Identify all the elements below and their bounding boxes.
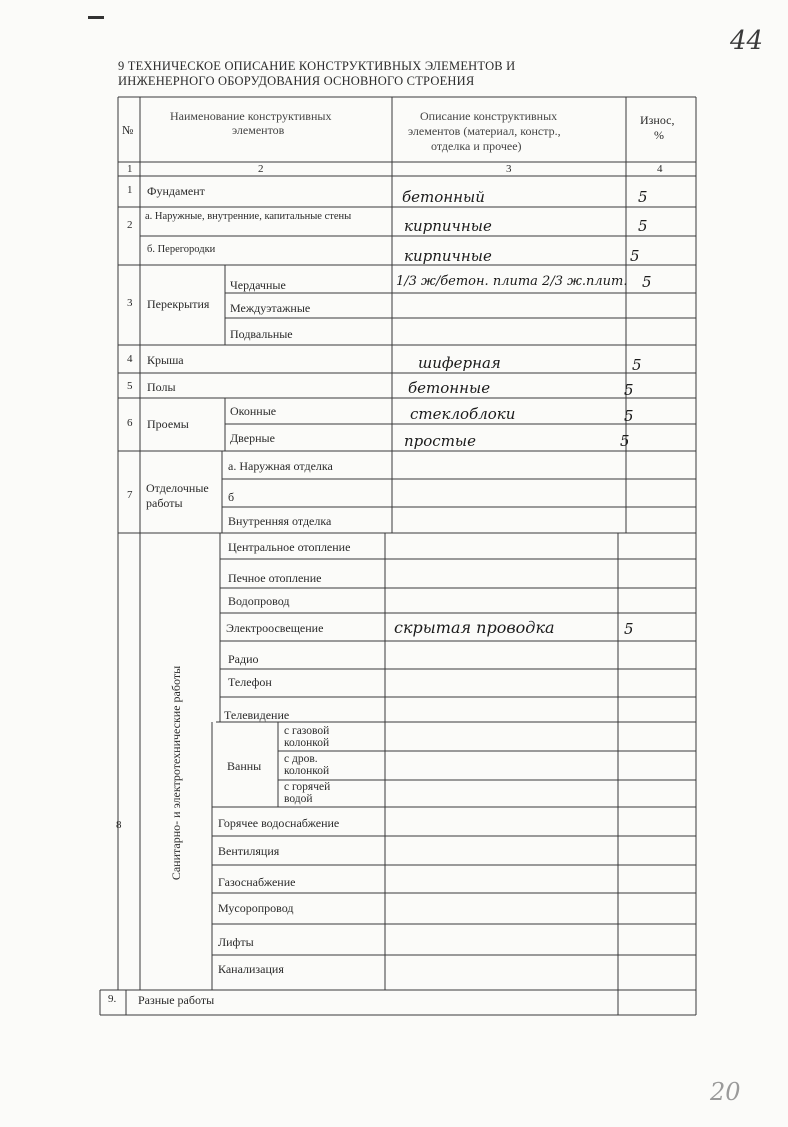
bath-option: с горячей <box>284 781 331 793</box>
sub-name: Вентиляция <box>218 844 280 858</box>
row-name: Перекрытия <box>147 297 210 311</box>
row-name: работы <box>146 496 183 510</box>
sub-name: Печное отопление <box>228 571 322 585</box>
row-desc-handwritten: бетонный <box>402 188 485 206</box>
sub-name: Лифты <box>218 935 254 949</box>
sub-name: Оконные <box>230 404 277 418</box>
sub-name: Канализация <box>218 962 284 976</box>
row-name: Фундамент <box>147 184 205 198</box>
row-desc-handwritten: 1/3 ж/бетон. плита 2/3 ж.плит. <box>396 274 628 289</box>
row-desc-handwritten: скрытая проводка <box>394 618 555 637</box>
sub-name: Ванны <box>227 759 262 773</box>
sub-name: Газоснабжение <box>218 875 296 889</box>
row-wear-handwritten: 5 <box>620 432 630 450</box>
row-desc-handwritten: бетонные <box>408 379 491 397</box>
row-num: 6 <box>127 417 133 429</box>
sub-name: Подвальные <box>230 327 293 341</box>
bath-option: водой <box>284 793 313 805</box>
row-name: Крыша <box>147 353 184 367</box>
sub-name: Чердачные <box>230 278 286 292</box>
header-desc-line2: элементов (материал, констр., <box>408 124 561 138</box>
row-desc-handwritten: простые <box>404 432 477 450</box>
header-wear-line2: % <box>654 128 664 142</box>
header-num: № <box>122 123 134 137</box>
page-title-line2: ИНЖЕНЕРНОГО ОБОРУДОВАНИЯ ОСНОВНОГО СТРОЕНИЯ <box>118 74 475 88</box>
row-name: Проемы <box>147 417 189 431</box>
col-number-1: 1 <box>127 163 133 175</box>
row-wear-handwritten: 5 <box>638 188 648 206</box>
sub-name: Внутренняя отделка <box>228 514 332 528</box>
row-wear-handwritten: 5 <box>642 273 652 291</box>
row-num: 7 <box>127 489 133 501</box>
sub-name: б <box>228 490 235 504</box>
row-wear-handwritten: 5 <box>638 217 648 235</box>
sub-name: Дверные <box>230 431 275 445</box>
col-number-4: 4 <box>657 163 663 175</box>
header-wear-line1: Износ, <box>640 113 675 127</box>
bath-option: с дров. <box>284 753 318 765</box>
bottom-page-number: 20 <box>710 1078 741 1106</box>
sub-name: Мусоропровод <box>218 901 294 915</box>
sub-name: Междуэтажные <box>230 301 311 315</box>
row-name: Полы <box>147 380 176 394</box>
bath-option: колонкой <box>284 765 330 777</box>
row-num: 2 <box>127 219 133 231</box>
header-name-line1: Наименование конструктивных <box>170 109 332 123</box>
row-wear-handwritten: 5 <box>624 381 634 399</box>
row-name: Отделочные <box>146 481 209 495</box>
row-name: б. Перегородки <box>147 244 216 255</box>
row-desc-handwritten: кирпичные <box>404 217 492 235</box>
sub-name: Водопровод <box>228 594 290 608</box>
row-wear-handwritten: 5 <box>630 247 640 265</box>
col-number-2: 2 <box>258 163 264 175</box>
row-num: 5 <box>127 380 133 392</box>
row-num: 8 <box>116 819 122 831</box>
row-num: 3 <box>127 297 133 309</box>
row-name: а. Наружные, внутренние, капитальные стены <box>145 211 352 222</box>
row-wear-handwritten: 5 <box>632 356 642 374</box>
row-desc-handwritten: кирпичные <box>404 247 492 265</box>
col-number-3: 3 <box>506 163 512 175</box>
sub-name: Центральное отопление <box>228 540 351 554</box>
page-number: 44 <box>730 26 764 56</box>
header-desc-line1: Описание конструктивных <box>420 109 558 123</box>
sub-name: а. Наружная отделка <box>228 459 333 473</box>
header-desc-line3: отделка и прочее) <box>431 139 522 153</box>
row-num: 1 <box>127 184 133 196</box>
row-num: 4 <box>127 353 133 365</box>
row-desc-handwritten: стеклоблоки <box>410 405 516 423</box>
row-wear-handwritten: 5 <box>624 407 634 425</box>
row-vertical-name: Санитарно- и электротехнические работы <box>169 665 183 881</box>
row-wear-handwritten: 5 <box>624 620 634 638</box>
header-name-line2: элементов <box>232 123 285 137</box>
sub-name: Радио <box>228 652 259 666</box>
sub-name: Телефон <box>228 675 272 689</box>
sub-name: Горячее водоснабжение <box>218 816 340 830</box>
row-desc-handwritten: шиферная <box>418 354 501 372</box>
bath-option: с газовой <box>284 725 330 737</box>
row-num: 9. <box>108 993 117 1005</box>
sub-name: Телевидение <box>224 708 290 722</box>
bath-option: колонкой <box>284 737 330 749</box>
page-title-line1: 9 ТЕХНИЧЕСКОЕ ОПИСАНИЕ КОНСТРУКТИВНЫХ ЭЛЕМЕНТОВ И <box>118 59 516 73</box>
sub-name: Электроосвещение <box>226 621 324 635</box>
row-name: Разные работы <box>138 993 215 1007</box>
